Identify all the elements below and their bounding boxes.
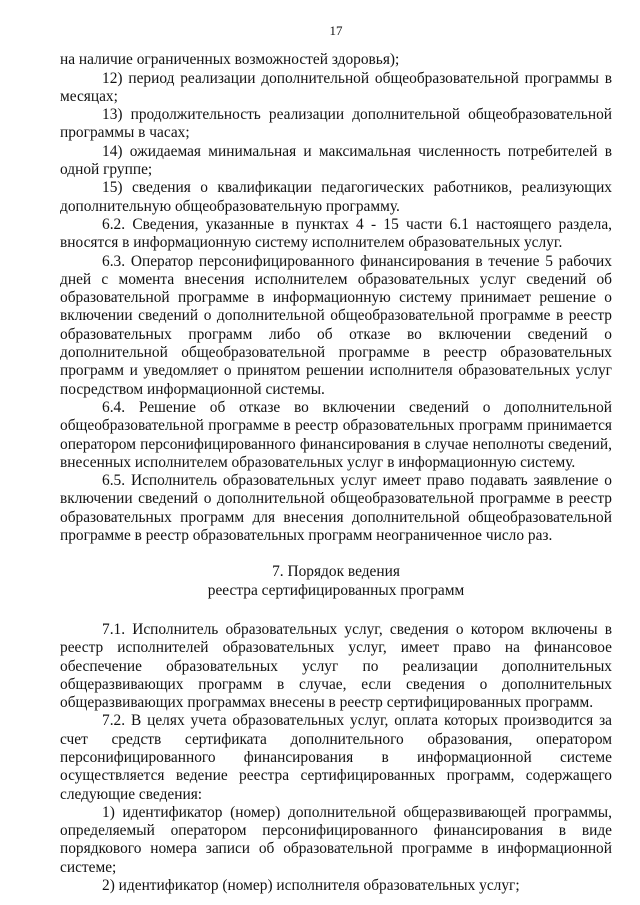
- document-page: [60, 22, 612, 895]
- section-heading-line2: реестра сертифицированных программ: [207, 581, 465, 599]
- clause-6-2: 6.2. Сведения, указанные в пунктах 4 - 15 части 6.1 настоящего раздела, вносятся в информационную систему исполнителем образовательных услуг.: [60, 215, 612, 252]
- list-item-2: 2) идентификатор (номер) исполнителя образовательных услуг;: [102, 877, 520, 895]
- clause-6-5: 6.5. Исполнитель образовательных услуг имеет право подавать заявление о включении сведений о дополнительной общеобразовательной программе в реестр образовательных программ для внесения дополнительной общеобразовательной программе в реестр образовательных программ неограниченное число раз.: [60, 472, 612, 545]
- clause-6-3: 6.3. Оператор персонифицированного финансирования в течение 5 рабочих дней с момента внесения исполнителем образовательных услуг сведений об образовательной программе в информационную систему принимает решение о включении сведений о дополнительной общеобразовательной программе в реестр образовательных программ либо об отказе во включении сведений о дополнительной общеобразовательной программе в реестр образовательных программ и уведомляет о принятом решении исполнителя образовательных услуг посредством информационной системы.: [60, 252, 612, 398]
- paragraph-continuation: на наличие ограниченных возможностей здоровья);: [60, 51, 400, 69]
- page-number: 17: [329, 23, 343, 38]
- list-item-12: 12) период реализации дополнительной общеобразовательной программы в месяцах;: [60, 69, 612, 105]
- clause-7-2: 7.2. В целях учета образовательных услуг, оплата которых производится за счет средств сертификата дополнительного образования, оператором персонифицированного финансирования в информационной системе осуществляется ведение реестра сертифицированных программ, содержащего следующие сведения:: [60, 712, 612, 803]
- section-heading-line1: 7. Порядок ведения: [272, 563, 400, 581]
- list-item-13: 13) продолжительность реализации дополнительной общеобразовательной программы в часах;: [60, 106, 612, 142]
- clause-6-4: 6.4. Решение об отказе во включении сведений о дополнительной общеобразовательной программе в реестр образовательных программ принимается оператором персонифицированного финансирования в случае неполноты сведений, внесенных исполнителем образовательных услуг в информационную систему.: [60, 398, 612, 471]
- section-heading: [60, 563, 612, 600]
- list-item-14: 14) ожидаемая минимальная и максимальная численность потребителей в одной группе;: [60, 142, 612, 179]
- list-item-1: 1) идентификатор (номер) дополнительной общеразвивающей программы, определяемый оператором персонифицированного финансирования в виде порядкового номера записи об образовательной программе в информационной системе;: [60, 803, 612, 876]
- list-item-15: 15) сведения о квалификации педагогических работников, реализующих дополнительную общеобразовательную программу.: [60, 179, 612, 215]
- clause-7-1: 7.1. Исполнитель образовательных услуг, сведения о котором включены в реестр исполнителей образовательных услуг, имеет право на финансовое обеспечение образовательных услуг по реализации дополнительных общеразвивающих программ в случае, если сведения о дополнительных общеразвивающих программах внесены в реестр сертифицированных программ.: [60, 620, 612, 712]
